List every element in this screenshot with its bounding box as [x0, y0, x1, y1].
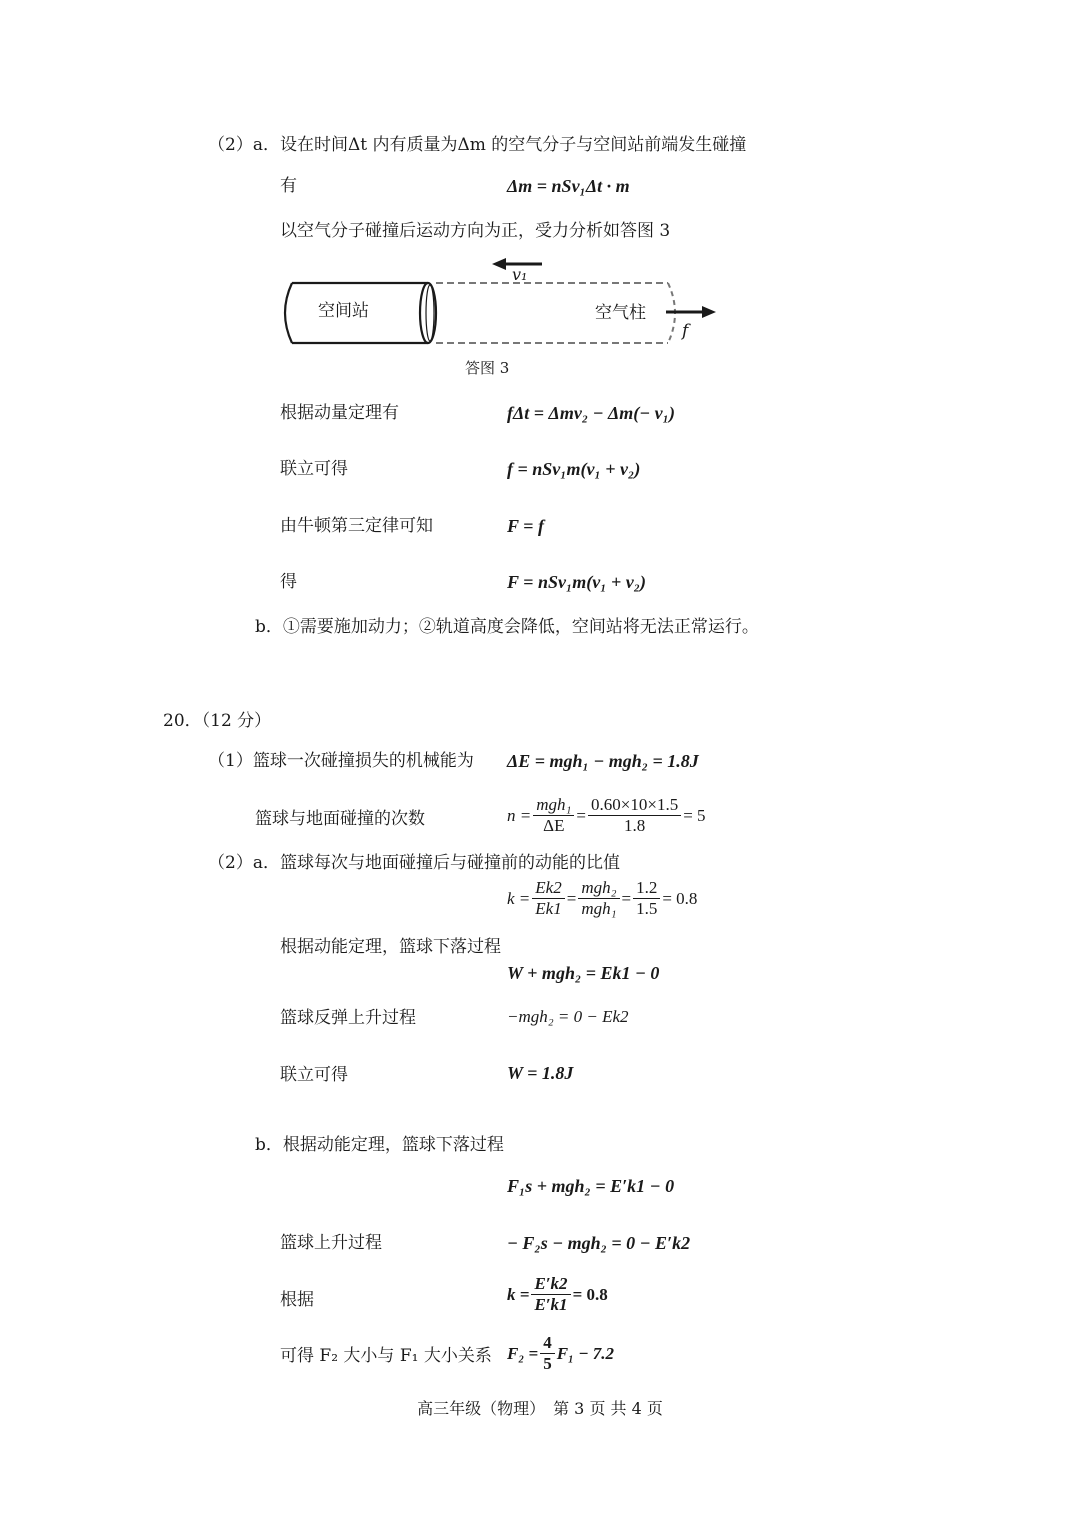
figure-caption: 答图 3 [465, 359, 510, 377]
q20-count-eq [507, 795, 706, 836]
q20-b-rise-label: 篮球上升过程 [280, 1233, 382, 1253]
v1-label: v₁ [512, 265, 528, 284]
f-arrow-head [702, 306, 716, 318]
ratio-frac-3-den: 1.5 [636, 899, 658, 918]
rel-rhs: F₁ − 7.2 [556, 1343, 615, 1363]
rel-lhs: F₂ = [507, 1343, 539, 1363]
ratio-frac-1-num: Ek2 [532, 878, 564, 899]
q20-rise-label: 篮球反弹上升过程 [280, 1008, 416, 1028]
q20-based-label: 根据 [280, 1290, 314, 1310]
step-result-label: 得 [280, 572, 297, 592]
ratio-frac-1 [532, 878, 564, 919]
q20-count-label: 篮球与地面碰撞的次数 [255, 809, 425, 829]
f-label: f [682, 321, 689, 341]
ratio-result: = 0.8 [662, 888, 698, 908]
q20-p2a-label: （2）a．篮球每次与地面碰撞后与碰撞前的动能的比值 [208, 853, 620, 873]
based-lhs: k = [507, 1284, 530, 1304]
q20-rel-label: 可得 F₂ 大小与 F₁ 大小关系 [280, 1346, 492, 1366]
ratio-frac-1-den: Ek1 [535, 899, 562, 918]
step-combine-eq: f = nSv₁m(v₁ + v₂) [507, 459, 641, 479]
q20-b-label: b．根据动能定理，篮球下落过程 [255, 1135, 504, 1155]
q20-b-fall-eq: F₁s + mgh₂ = E′k1 − 0 [507, 1176, 675, 1196]
ratio-frac-2-num: mgh₂ [578, 878, 619, 899]
step-result-eq: F = nSv₁m(v₁ + v₂) [507, 572, 646, 592]
ratio-frac-2 [578, 878, 619, 919]
ratio-frac-2-den: mgh₁ [581, 899, 617, 918]
q20-rise-eq: −mgh₂ = 0 − Ek2 [507, 1007, 629, 1026]
have-label: 有 [280, 176, 297, 196]
air-column-label: 空气柱 [595, 303, 646, 323]
step-newton-label: 由牛顿第三定律可知 [280, 516, 433, 536]
step-combine-label: 联立可得 [280, 459, 348, 479]
based-frac-num: E′k2 [531, 1274, 570, 1295]
count-result: = 5 [683, 805, 706, 825]
ratio-frac-3 [633, 878, 660, 919]
p2b-text: b．①需要施加动力；②轨道高度会降低，空间站将无法正常运行。 [255, 617, 759, 637]
v1-arrow-head [492, 258, 506, 270]
q20-p1-label: （1）篮球一次碰撞损失的机械能为 [208, 751, 474, 771]
p2a-intro: （2）a．设在时间Δt 内有质量为Δm 的空气分子与空间站前端发生碰撞 [208, 135, 747, 155]
q20-combine-label: 联立可得 [280, 1065, 348, 1085]
rel-frac-num: 4 [540, 1333, 555, 1354]
station-label: 空间站 [318, 301, 369, 321]
have-equation: Δm = nSv₁Δt · m [507, 176, 630, 196]
step-newton-eq: F = f [507, 516, 544, 536]
count-lhs: n = [507, 805, 532, 825]
q20-fall-eq: W + mgh₂ = Ek1 − 0 [507, 963, 660, 983]
q20-combine-eq: W = 1.8J [507, 1063, 574, 1083]
page-footer: 高三年级（物理） 第 3 页 共 4 页 [417, 1399, 663, 1418]
step-momentum-label: 根据动量定理有 [280, 403, 399, 423]
positive-direction-text: 以空气分子碰撞后运动方向为正，受力分析如答图 3 [280, 221, 671, 241]
q20-b-rise-eq: − F₂s − mgh₂ = 0 − E′k2 [507, 1233, 691, 1253]
q20-title: 20．（12 分） [163, 711, 272, 731]
based-frac [531, 1274, 570, 1315]
count-frac-2-den: 1.8 [623, 816, 646, 835]
q20-based-eq [507, 1274, 608, 1315]
step-momentum-eq: fΔt = Δmv₂ − Δm(− v₁) [507, 403, 675, 423]
based-result: = 0.8 [572, 1284, 608, 1304]
ratio-eq-b: = [621, 888, 632, 908]
count-frac-1 [533, 795, 574, 836]
station-front-inner [426, 285, 434, 341]
count-frac-2 [588, 795, 681, 836]
rel-frac-den: 5 [543, 1354, 552, 1373]
ratio-frac-3-num: 1.2 [633, 878, 660, 899]
q20-p1-eq: ΔE = mgh₁ − mgh₂ = 1.8J [507, 751, 699, 771]
count-frac-1-den: ΔE [543, 816, 565, 835]
count-frac-2-num: 0.60×10×1.5 [588, 795, 681, 816]
count-frac-1-num: mgh₁ [533, 795, 574, 816]
q20-fall-label: 根据动能定理，篮球下落过程 [280, 937, 501, 957]
q20-rel-eq [507, 1333, 614, 1374]
q20-ratio-eq [507, 878, 697, 919]
based-frac-den: E′k1 [534, 1295, 568, 1314]
rel-frac [540, 1333, 555, 1374]
ratio-lhs: k = [507, 888, 531, 908]
ratio-eq-a: = [566, 888, 577, 908]
count-eq1: = [576, 805, 587, 825]
